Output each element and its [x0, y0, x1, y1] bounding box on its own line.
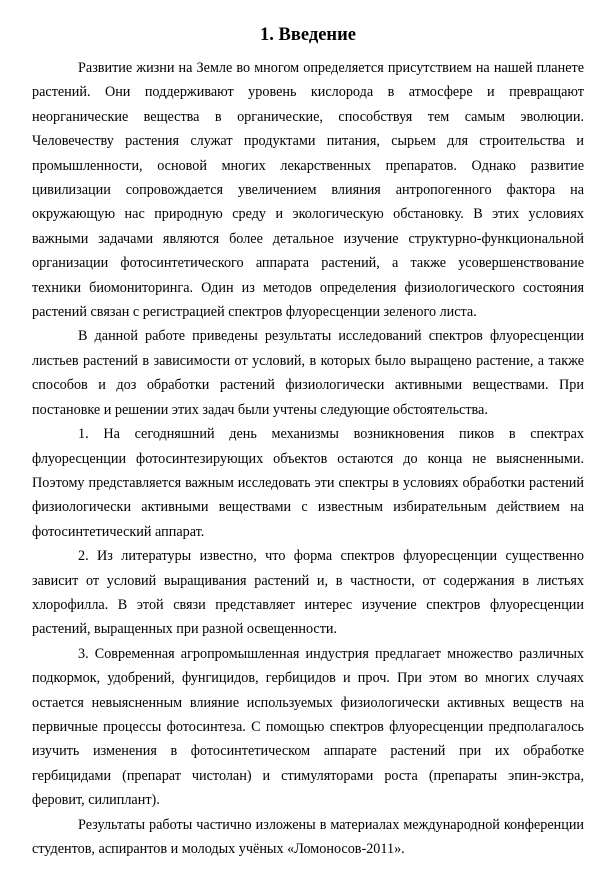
section-title: 1. Введение: [260, 25, 356, 45]
paragraph-intro: Развитие жизни на Земле во многом определяется присутствием на нашей планете растений. Они поддерживают уровень кислорода в атмосфере и превращают неорганические вещества в органические, способствуя тем самым эволюции. Человечеству растения служат продуктами питания, сырьем для строительства и промышленности, основой многих лекарственных препаратов. Однако развитие цивилизации сопровождается увеличением влияния антропогенного фактора на окружающую нас природную среду и экологическую обстановку. В этих условиях важными задачами являются более детальное изучение структурно-функциональной организации фотосинтетического аппарата растений, а также усовершенствование техники биомониторинга. Один из методов определения физиологического состояния растений связан с регистрацией спектров флуоресценции зеленого листа.: [32, 60, 584, 321]
paragraph-results: Результаты работы частично изложены в материалах международной конференции студентов, аспирантов и молодых учёных «Ломоносов-2011».: [32, 816, 584, 857]
paragraph-work-summary: В данной работе приведены результаты исследований спектров флуоресценции листьев растений в зависимости от условий, в которых было выращено растение, а также способов и доз обработки растений физиологически активными веществами. При постановке и решении этих задач были учтены следующие обстоятельства.: [32, 328, 584, 418]
paragraph-point-1: 1. На сегодняшний день механизмы возникновения пиков в спектрах флуоресценции фотосинтезирующих объектов остаются до конца не выясненными. Поэтому представляется важным исследовать эти спектры в условиях обработки растений физиологически активными веществами с известным избирательным действием на фотосинтетический аппарат.: [32, 426, 584, 540]
paragraph-point-2: 2. Из литературы известно, что форма спектров флуоресценции существенно зависит от условий выращивания растений и, в частности, от содержания в листьях хлорофилла. В этой связи представляет интерес изучение спектров флуоресценции растений, выращенных при разной освещенности.: [32, 548, 584, 638]
paragraph-point-3: 3. Современная агропромышленная индустрия предлагает множество различных подкормок, удобрений, фунгицидов, гербицидов и проч. При этом во многих случаях остается невыясненным влияние используемых физиологически активных веществ на первичные процессы фотосинтеза. С помощью спектров флуоресценции предполагалось изучить изменения в фотосинтетическом аппарате растений при их обработке гербицидами (препарат чистолан) и стимуляторами роста (препараты эпин-экстра, феровит, силиплант).: [32, 645, 584, 809]
